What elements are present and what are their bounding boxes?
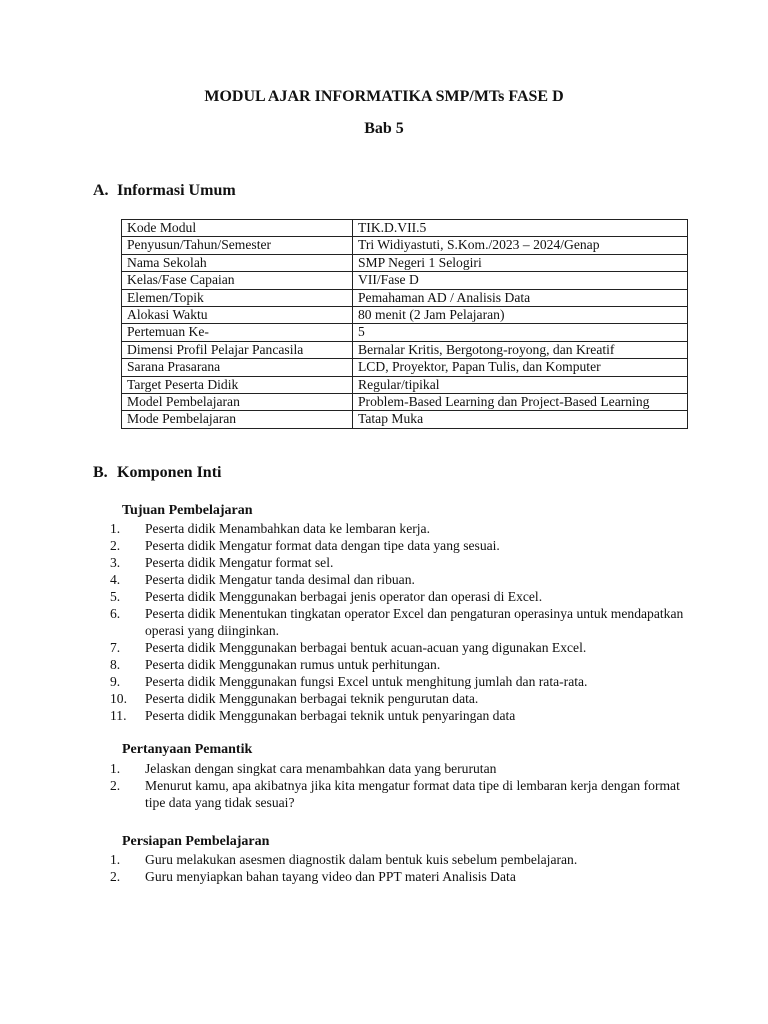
list-item	[0, 605, 700, 639]
table-key: Elemen/Topik	[122, 289, 353, 306]
list-number: 1.	[110, 761, 121, 776]
tujuan-list	[0, 520, 700, 724]
list-text: Peserta didik Menggunakan berbagai jenis operator dan operasi di Excel.	[145, 589, 543, 604]
list-item	[0, 588, 700, 605]
list-number: 11.	[110, 708, 127, 723]
table-value: Pemahaman AD / Analisis Data	[353, 289, 688, 306]
table-value: Tatap Muka	[353, 411, 688, 428]
list-number: 2.	[110, 778, 121, 793]
section-b-letter: B.	[93, 464, 108, 481]
list-text: Peserta didik Menggunakan berbagai teknik untuk penyaringan data	[145, 708, 516, 723]
table-key: Kelas/Fase Capaian	[122, 272, 353, 289]
list-number: 2.	[110, 869, 121, 884]
persiapan-heading: Persiapan Pembelajaran	[122, 834, 270, 849]
list-text: Guru melakukan asesmen diagnostik dalam bentuk kuis sebelum pembelajaran.	[145, 852, 578, 867]
list-text: Peserta didik Menggunakan fungsi Excel untuk menghitung jumlah dan rata-rata.	[145, 674, 588, 689]
table-row	[122, 376, 688, 393]
pemantik-heading: Pertanyaan Pemantik	[122, 742, 253, 757]
list-text: Guru menyiapkan bahan tayang video dan PPT materi Analisis Data	[145, 869, 516, 884]
table-value: Bernalar Kritis, Bergotong-royong, dan Kreatif	[353, 341, 688, 358]
list-number: 9.	[110, 674, 121, 689]
section-a-letter: A.	[93, 182, 109, 199]
list-item	[0, 868, 700, 885]
info-table	[121, 219, 688, 429]
list-text: Peserta didik Menggunakan berbagai bentuk acuan-acuan yang digunakan Excel.	[145, 640, 587, 655]
table-value: 80 menit (2 Jam Pelajaran)	[353, 307, 688, 324]
list-number: 7.	[110, 640, 121, 655]
table-value: 5	[353, 324, 688, 341]
table-key: Target Peserta Didik	[122, 376, 353, 393]
list-text: Peserta didik Menggunakan berbagai teknik pengurutan data.	[145, 691, 479, 706]
table-key: Alokasi Waktu	[122, 307, 353, 324]
section-b-heading	[93, 464, 221, 481]
table-key: Sarana Prasarana	[122, 359, 353, 376]
table-key: Model Pembelajaran	[122, 394, 353, 411]
list-item	[0, 554, 700, 571]
table-value: Tri Widiyastuti, S.Kom./2023 – 2024/Genap	[353, 237, 688, 254]
table-value: SMP Negeri 1 Selogiri	[353, 254, 688, 271]
list-number: 6.	[110, 606, 121, 621]
list-number: 4.	[110, 572, 121, 587]
list-item	[0, 760, 700, 777]
list-number: 1.	[110, 521, 121, 536]
pemantik-list	[0, 760, 700, 811]
list-item	[0, 673, 700, 690]
list-text: Peserta didik Mengatur format data dengan tipe data yang sesuai.	[145, 538, 500, 553]
list-number: 2.	[110, 538, 121, 553]
table-row	[122, 307, 688, 324]
list-item	[0, 851, 700, 868]
section-a-heading	[93, 182, 236, 199]
section-a-title: Informasi Umum	[117, 182, 236, 199]
table-row	[122, 272, 688, 289]
list-text: Peserta didik Menambahkan data ke lembaran kerja.	[145, 521, 430, 536]
table-value: VII/Fase D	[353, 272, 688, 289]
table-key: Kode Modul	[122, 220, 353, 237]
list-item	[0, 777, 700, 811]
table-row	[122, 341, 688, 358]
list-number: 1.	[110, 852, 121, 867]
table-key: Pertemuan Ke-	[122, 324, 353, 341]
list-text: Menurut kamu, apa akibatnya jika kita mengatur format data tipe di lembaran kerja dengan format tipe data yang tidak sesuai?	[145, 778, 680, 810]
list-text: Peserta didik Mengatur format sel.	[145, 555, 334, 570]
document-title: MODUL AJAR INFORMATIKA SMP/MTs FASE D	[204, 88, 564, 105]
table-row	[122, 289, 688, 306]
table-value: LCD, Proyektor, Papan Tulis, dan Komputer	[353, 359, 688, 376]
table-key: Mode Pembelajaran	[122, 411, 353, 428]
table-value: Regular/tipikal	[353, 376, 688, 393]
list-number: 5.	[110, 589, 121, 604]
list-text: Peserta didik Menentukan tingkatan operator Excel dan pengaturan operasinya untuk mendapatkan operasi yang diinginkan.	[145, 606, 684, 638]
table-row	[122, 254, 688, 271]
list-item	[0, 520, 700, 537]
tujuan-heading: Tujuan Pembelajaran	[122, 503, 253, 518]
table-key: Nama Sekolah	[122, 254, 353, 271]
table-row	[122, 237, 688, 254]
list-text: Jelaskan dengan singkat cara menambahkan data yang berurutan	[145, 761, 497, 776]
list-item	[0, 656, 700, 673]
table-key: Dimensi Profil Pelajar Pancasila	[122, 341, 353, 358]
table-row	[122, 220, 688, 237]
table-value: TIK.D.VII.5	[353, 220, 688, 237]
list-item	[0, 690, 700, 707]
list-number: 8.	[110, 657, 121, 672]
list-item	[0, 571, 700, 588]
list-item	[0, 707, 700, 724]
table-key: Penyusun/Tahun/Semester	[122, 237, 353, 254]
table-row	[122, 359, 688, 376]
table-row	[122, 324, 688, 341]
list-number: 3.	[110, 555, 121, 570]
table-row	[122, 394, 688, 411]
section-b-title: Komponen Inti	[117, 464, 222, 481]
list-text: Peserta didik Mengatur tanda desimal dan ribuan.	[145, 572, 415, 587]
list-item	[0, 537, 700, 554]
list-item	[0, 639, 700, 656]
list-text: Peserta didik Menggunakan rumus untuk perhitungan.	[145, 657, 441, 672]
table-row	[122, 411, 688, 428]
persiapan-list	[0, 851, 700, 885]
table-value: Problem-Based Learning dan Project-Based Learning	[353, 394, 688, 411]
chapter-title: Bab 5	[364, 120, 404, 137]
list-number: 10.	[110, 691, 127, 706]
